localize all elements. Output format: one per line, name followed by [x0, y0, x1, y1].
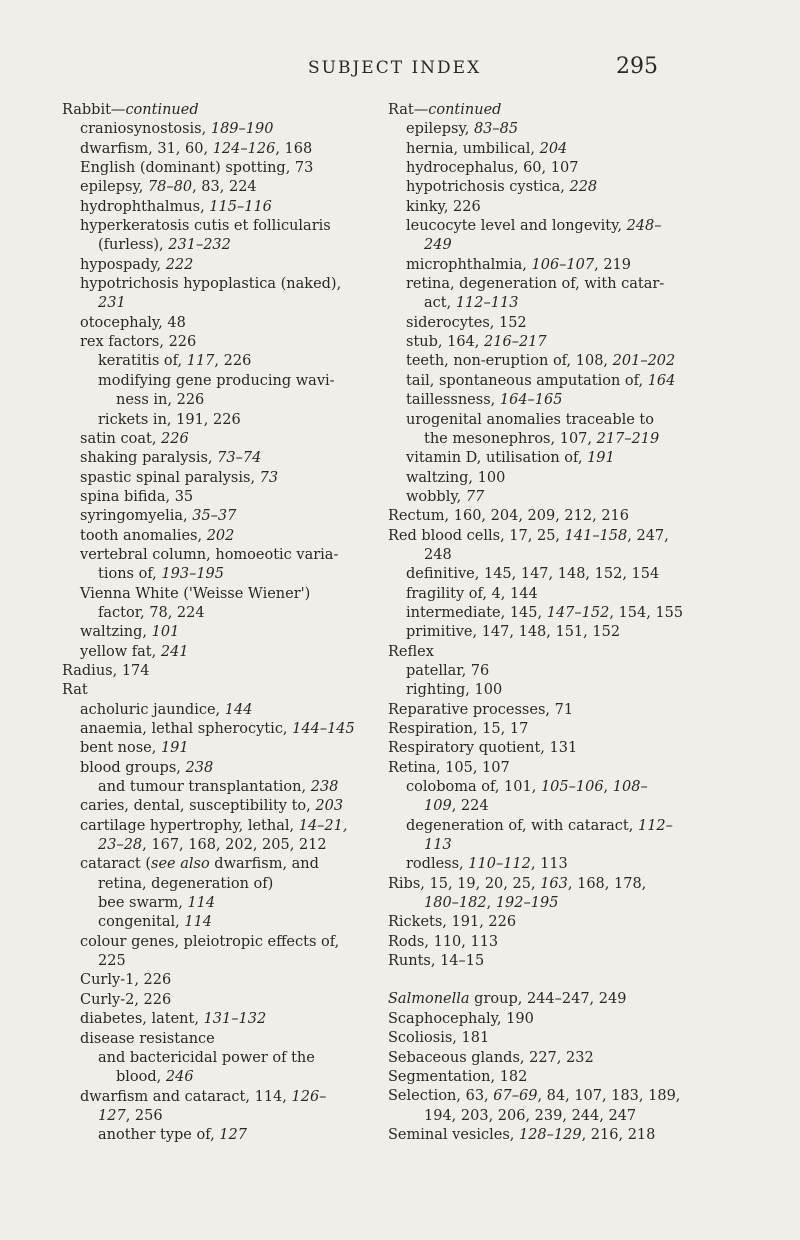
index-heading — [62, 681, 380, 700]
index-continuation — [388, 836, 724, 855]
index-continuation — [62, 236, 380, 255]
page-number: 295 — [616, 54, 658, 79]
entry-text: Sebaceous glands, 227, 232 — [388, 1049, 594, 1066]
entry-text: modifying gene producing wavi- — [98, 372, 335, 389]
index-heading — [388, 913, 724, 932]
entry-text: , 216, 218 — [581, 1126, 656, 1143]
index-subentry — [388, 178, 724, 197]
index-subentry — [62, 797, 380, 816]
page-ref-italic: 180–182 — [424, 895, 487, 912]
entry-text: tooth anomalies, — [80, 527, 207, 544]
index-heading — [388, 701, 724, 720]
entry-text: vertebral column, homoeotic varia- — [80, 546, 339, 563]
entry-text: hydrophthalmus, — [80, 198, 210, 215]
index-subentry — [62, 855, 380, 874]
page-ref-italic: 78–80 — [147, 179, 193, 196]
entry-text: congenital, — [98, 914, 185, 931]
entry-text: Rat— — [388, 102, 429, 118]
entry-text: , 219 — [594, 256, 632, 273]
entry-text: 225 — [98, 953, 126, 970]
entry-text: epilepsy, — [406, 121, 474, 138]
page-ref-italic: 83–85 — [473, 121, 519, 138]
page-ref-italic: 163 — [540, 875, 568, 892]
page-ref-italic: 126– — [291, 1088, 327, 1105]
entry-text: Rat — [62, 682, 88, 699]
page-ref-italic: 228 — [569, 179, 598, 196]
index-subentry — [62, 372, 380, 391]
index-continuation — [62, 875, 380, 894]
index-subentry — [62, 178, 380, 197]
index-subentry — [62, 140, 380, 159]
index-subentry — [62, 333, 380, 352]
index-continuation — [62, 952, 380, 971]
section-gap — [388, 971, 724, 990]
page-ref-italic: 216–217 — [484, 334, 547, 351]
page-ref-italic: 147–152 — [546, 604, 610, 621]
entry-text: tail, spontaneous amputation of, — [406, 372, 648, 389]
entry-text: leucocyte level and longevity, — [406, 218, 627, 235]
entry-text: wobbly, — [406, 488, 466, 505]
running-head: SUBJECT INDEX — [308, 58, 482, 78]
index-heading — [388, 990, 724, 1009]
index-subentry — [388, 449, 724, 468]
index-subentry — [388, 275, 724, 294]
index-continuation — [388, 430, 724, 449]
entry-text: anaemia, lethal spherocytic, — [80, 721, 293, 737]
entry-text: waltzing, 100 — [406, 469, 506, 486]
entry-text: craniosynostosis, — [80, 121, 211, 138]
entry-text: Scaphocephaly, 190 — [388, 1010, 534, 1027]
entry-text: diabetes, latent, — [80, 1011, 204, 1028]
entry-text: , 168 — [275, 140, 313, 157]
entry-text: Respiration, 15, 17 — [388, 721, 529, 737]
entry-text: Rods, 110, 113 — [388, 933, 499, 950]
page-ref-italic: 231–232 — [168, 237, 231, 254]
index-subentry — [62, 991, 380, 1010]
index-subentry — [62, 449, 380, 468]
index-subentry — [388, 140, 724, 159]
entry-text: the mesonephros, 107, — [424, 430, 597, 447]
entry-text: ness in, 226 — [116, 392, 205, 409]
index-heading — [388, 527, 724, 546]
index-subentry — [62, 778, 380, 797]
page-ref-italic: 191 — [587, 450, 615, 467]
entry-text: otocephaly, 48 — [80, 314, 186, 331]
index-continuation — [388, 797, 724, 816]
entry-text: English (dominant) spotting, 73 — [80, 160, 314, 177]
entry-text: , 168, 178, — [567, 875, 647, 892]
page-ref-italic: 110–112 — [468, 856, 531, 873]
entry-text: , 113 — [530, 856, 568, 873]
index-subentry — [62, 120, 380, 139]
entry-text: keratitis of, — [98, 353, 187, 370]
entry-text: dwarfism and cataract, 114, — [80, 1088, 292, 1105]
page-ref-italic: 115–116 — [209, 198, 272, 215]
page-ref-italic: 144 — [224, 701, 253, 718]
index-subentry — [62, 643, 380, 662]
index-continuation — [62, 1068, 380, 1087]
index-subentry — [388, 333, 724, 352]
index-subentry — [388, 352, 724, 371]
index-heading — [388, 720, 724, 739]
page-ref-italic: 226 — [161, 430, 189, 447]
index-continuation — [388, 236, 724, 255]
page-ref-italic: 246 — [165, 1069, 194, 1086]
index-heading — [388, 739, 724, 758]
entry-text: Segmentation, 182 — [388, 1068, 528, 1085]
index-subentry — [62, 198, 380, 217]
index-subentry — [62, 894, 380, 913]
page-ref-italic: 248– — [626, 218, 662, 235]
entry-text: Red blood cells, 17, 25, — [388, 527, 565, 544]
index-subentry — [388, 469, 724, 488]
index-subentry — [62, 720, 380, 739]
entry-text: and bactericidal power of the — [98, 1049, 315, 1066]
page-ref-italic: 113 — [424, 837, 452, 854]
entry-text: Rabbit— — [62, 102, 126, 118]
entry-text: vitamin D, utilisation of, — [406, 450, 588, 467]
index-column-right — [388, 101, 724, 1145]
page-ref-italic: 164 — [647, 372, 676, 389]
page-ref-italic: 144–145 — [292, 721, 355, 737]
index-subentry — [62, 430, 380, 449]
entry-text: taillessness, — [406, 392, 500, 409]
index-subentry — [62, 159, 380, 178]
entry-text: Scoliosis, 181 — [388, 1030, 490, 1047]
entry-text: microphthalmia, — [406, 256, 532, 273]
entry-text: acholuric jaundice, — [80, 701, 225, 718]
entry-text: cartilage hypertrophy, lethal, — [80, 817, 299, 834]
index-heading — [388, 643, 724, 662]
index-subentry — [388, 159, 724, 178]
entry-text: factor, 78, 224 — [98, 604, 205, 621]
entry-text: bent nose, — [80, 740, 161, 757]
index-subentry — [62, 759, 380, 778]
index-subentry — [62, 1088, 380, 1107]
index-heading — [388, 101, 724, 120]
page-ref-italic: 189–190 — [210, 121, 274, 138]
entry-text: Reflex — [388, 643, 434, 660]
entry-text: 194, 203, 206, 239, 244, 247 — [424, 1107, 637, 1124]
index-subentry — [62, 739, 380, 758]
index-subentry — [388, 662, 724, 681]
index-subentry — [62, 1049, 380, 1068]
entry-text: hydrocephalus, 60, 107 — [406, 160, 579, 177]
entry-text: colour genes, pleiotropic effects of, — [80, 933, 340, 950]
index-subentry — [62, 256, 380, 275]
page-ref-italic: 202 — [206, 527, 235, 544]
index-heading — [388, 933, 724, 952]
index-subentry — [388, 372, 724, 391]
index-continuation — [62, 836, 380, 855]
index-subentry — [388, 391, 724, 410]
entry-text: , — [603, 779, 613, 796]
index-subentry — [388, 565, 724, 584]
entry-text: , 256 — [125, 1107, 163, 1124]
index-column-left — [62, 101, 380, 1146]
entry-text: Respiratory quotient, 131 — [388, 740, 578, 757]
index-subentry — [62, 507, 380, 526]
index-subentry — [62, 1030, 380, 1049]
entry-text: dwarfism, and — [209, 856, 319, 873]
entry-text: waltzing, — [80, 624, 152, 641]
entry-text: Selection, 63, — [388, 1088, 494, 1105]
index-subentry — [62, 352, 380, 371]
index-subentry — [388, 411, 724, 430]
index-subentry — [62, 275, 380, 294]
entry-text: , 226 — [214, 353, 252, 370]
index-subentry — [62, 217, 380, 236]
page-ref-italic: see also — [151, 856, 210, 873]
index-subentry — [62, 1010, 380, 1029]
page-ref-italic: 112–113 — [455, 295, 519, 312]
index-subentry — [62, 933, 380, 952]
entry-text: shaking paralysis, — [80, 450, 218, 467]
index-subentry — [62, 411, 380, 430]
page-ref-italic: 114 — [184, 914, 213, 931]
entry-text: (furless), — [98, 237, 169, 254]
index-subentry — [62, 971, 380, 990]
index-continuation — [62, 391, 380, 410]
page-ref-italic: 241 — [160, 643, 189, 660]
entry-text: Vienna White ('Weisse Wiener') — [80, 585, 311, 602]
entry-text: , 167, 168, 202, 205, 212 — [142, 837, 327, 854]
entry-text: tions of, — [98, 566, 162, 583]
index-subentry — [62, 546, 380, 565]
page-ref-italic: 73–74 — [217, 450, 262, 467]
page-ref-italic: 77 — [465, 488, 485, 505]
index-heading — [388, 875, 724, 894]
entry-text: siderocytes, 152 — [406, 314, 527, 331]
entry-text: cataract ( — [80, 856, 152, 873]
page-ref-italic: 192–195 — [495, 895, 559, 912]
page-ref-italic: 101 — [151, 624, 180, 641]
index-continuation — [388, 894, 724, 913]
index-subentry — [62, 314, 380, 333]
entry-text: 248 — [424, 546, 452, 563]
page-ref-italic: continued — [125, 102, 199, 118]
page-ref-italic: 124–126 — [212, 140, 276, 157]
page-ref-italic: Salmonella — [388, 991, 470, 1008]
entry-text: Radius, 174 — [62, 662, 150, 679]
page-ref-italic: 193–195 — [161, 566, 224, 583]
page-ref-italic: 249 — [424, 237, 452, 254]
entry-text: Retina, 105, 107 — [388, 759, 510, 776]
entry-text: , — [486, 895, 496, 912]
entry-text: retina, degeneration of) — [98, 875, 274, 892]
index-continuation — [62, 294, 380, 313]
index-heading — [388, 759, 724, 778]
index-heading — [388, 1126, 724, 1145]
entry-text: rex factors, 226 — [80, 334, 197, 351]
index-continuation — [388, 546, 724, 565]
index-subentry — [62, 469, 380, 488]
entry-text: Rectum, 160, 204, 209, 212, 216 — [388, 508, 630, 525]
entry-text: stub, 164, — [406, 334, 485, 351]
index-subentry — [62, 817, 380, 836]
index-heading — [388, 1049, 724, 1068]
page-ref-italic: 204 — [539, 140, 568, 157]
index-heading — [388, 1010, 724, 1029]
entry-text: group, 244–247, 249 — [469, 991, 627, 1008]
entry-text: primitive, 147, 148, 151, 152 — [406, 624, 621, 641]
page-ref-italic: 128–129 — [518, 1126, 582, 1143]
index-continuation — [62, 1107, 380, 1126]
index-subentry — [388, 623, 724, 642]
page-ref-italic: 106–107 — [531, 256, 595, 273]
entry-text: dwarfism, 31, 60, — [80, 140, 213, 157]
entry-text: rodless, — [406, 856, 469, 873]
entry-text: Curly-1, 226 — [80, 972, 172, 989]
page-ref-italic: 238 — [185, 759, 214, 776]
page-ref-italic: 131–132 — [203, 1011, 267, 1028]
entry-text: syringomyelia, — [80, 508, 193, 525]
entry-text: , 84, 107, 183, 189, — [537, 1088, 681, 1105]
entry-text: hyperkeratosis cutis et follicularis — [80, 218, 331, 235]
index-subentry — [388, 681, 724, 700]
entry-text: definitive, 145, 147, 148, 152, 154 — [406, 566, 660, 583]
page-ref-italic: 114 — [187, 895, 216, 912]
index-subentry — [388, 256, 724, 275]
page-ref-italic: 231 — [98, 295, 126, 312]
index-subentry — [62, 623, 380, 642]
page-ref-italic: 217–219 — [596, 430, 660, 447]
entry-text: bee swarm, — [98, 895, 188, 912]
page-ref-italic: 117 — [186, 353, 215, 370]
entry-text: blood, — [116, 1069, 166, 1086]
index-subentry — [62, 527, 380, 546]
entry-text: , 247, — [627, 527, 669, 544]
entry-text: kinky, 226 — [406, 198, 481, 215]
entry-text: epilepsy, — [80, 179, 148, 196]
entry-text: righting, 100 — [406, 682, 503, 699]
page-ref-italic: 14–21, — [298, 817, 348, 834]
index-subentry — [62, 1126, 380, 1145]
index-subentry — [388, 604, 724, 623]
entry-text: hypospady, — [80, 256, 166, 273]
index-subentry — [388, 198, 724, 217]
index-subentry — [62, 585, 380, 604]
index-subentry — [388, 585, 724, 604]
index-subentry — [62, 701, 380, 720]
page-ref-italic: 112– — [637, 817, 673, 834]
page-ref-italic: 35–37 — [192, 508, 237, 525]
index-continuation — [62, 604, 380, 623]
entry-text: caries, dental, susceptibility to, — [80, 798, 316, 815]
entry-text: rickets in, 191, 226 — [98, 411, 241, 428]
entry-text: patellar, 76 — [406, 662, 490, 679]
entry-text: coloboma of, 101, — [406, 779, 541, 796]
index-heading — [388, 1087, 724, 1106]
index-subentry — [388, 217, 724, 236]
entry-text: Ribs, 15, 19, 20, 25, — [388, 875, 541, 892]
index-heading — [388, 952, 724, 971]
index-subentry — [388, 314, 724, 333]
entry-text: degeneration of, with cataract, — [406, 817, 638, 834]
page-ref-italic: 127 — [98, 1107, 126, 1124]
page-ref-italic: 73 — [259, 469, 279, 486]
entry-text: Reparative processes, 71 — [388, 701, 574, 718]
entry-text: , 224 — [451, 798, 489, 815]
page-ref-italic: 141–158 — [564, 527, 628, 544]
index-heading — [388, 1068, 724, 1087]
index-heading — [388, 1029, 724, 1048]
index-heading — [62, 101, 380, 120]
entry-text: retina, degeneration of, with catar- — [406, 276, 665, 293]
page-ref-italic: 23–28 — [98, 837, 143, 854]
entry-text: Runts, 14–15 — [388, 953, 485, 970]
entry-text: blood groups, — [80, 759, 186, 776]
page-ref-italic: 222 — [165, 256, 194, 273]
index-subentry — [388, 855, 724, 874]
page-ref-italic: 67–69 — [493, 1088, 538, 1105]
entry-text: teeth, non-eruption of, 108, — [406, 353, 613, 370]
page-ref-italic: 203 — [315, 798, 344, 815]
entry-text: satin coat, — [80, 430, 162, 447]
entry-text: act, — [424, 295, 456, 312]
index-heading — [62, 662, 380, 681]
index-subentry — [388, 778, 724, 797]
entry-text: yellow fat, — [80, 643, 161, 660]
page-header — [0, 54, 800, 88]
page-ref-italic: continued — [428, 102, 502, 118]
entry-text: spastic spinal paralysis, — [80, 469, 260, 486]
index-continuation — [388, 1107, 724, 1126]
index-subentry — [388, 817, 724, 836]
entry-text: fragility of, 4, 144 — [406, 585, 538, 602]
entry-text: , 154, 155 — [609, 604, 684, 621]
entry-text: Seminal vesicles, — [388, 1126, 519, 1143]
index-continuation — [388, 294, 724, 313]
page-ref-italic: 238 — [310, 779, 339, 796]
entry-text: Rickets, 191, 226 — [388, 914, 517, 931]
index-subentry — [388, 488, 724, 507]
index-subentry — [62, 488, 380, 507]
entry-text: spina bifida, 35 — [80, 488, 194, 505]
index-continuation — [62, 565, 380, 584]
page-ref-italic: 127 — [219, 1127, 247, 1144]
page-ref-italic: 191 — [160, 740, 189, 757]
index-subentry — [388, 120, 724, 139]
index-heading — [388, 507, 724, 526]
index-subentry — [62, 913, 380, 932]
page-ref-italic: 105–106 — [540, 779, 604, 796]
page-ref-italic: 108– — [612, 779, 648, 796]
page-ref-italic: 164–165 — [499, 392, 563, 409]
page-ref-italic: 109 — [424, 798, 452, 815]
entry-text: urogenital anomalies traceable to — [406, 411, 654, 428]
page-ref-italic: 201–202 — [612, 353, 676, 370]
entry-text: intermediate, 145, — [406, 604, 547, 621]
entry-text: hernia, umbilical, — [406, 140, 540, 157]
entry-text: hypotrichosis hypoplastica (naked), — [80, 276, 342, 293]
entry-text: another type of, — [98, 1127, 220, 1144]
entry-text: Curly-2, 226 — [80, 991, 172, 1008]
entry-text: hypotrichosis cystica, — [406, 179, 570, 196]
entry-text: , 83, 224 — [192, 179, 257, 196]
entry-text: disease resistance — [80, 1030, 215, 1047]
entry-text: and tumour transplantation, — [98, 779, 311, 796]
